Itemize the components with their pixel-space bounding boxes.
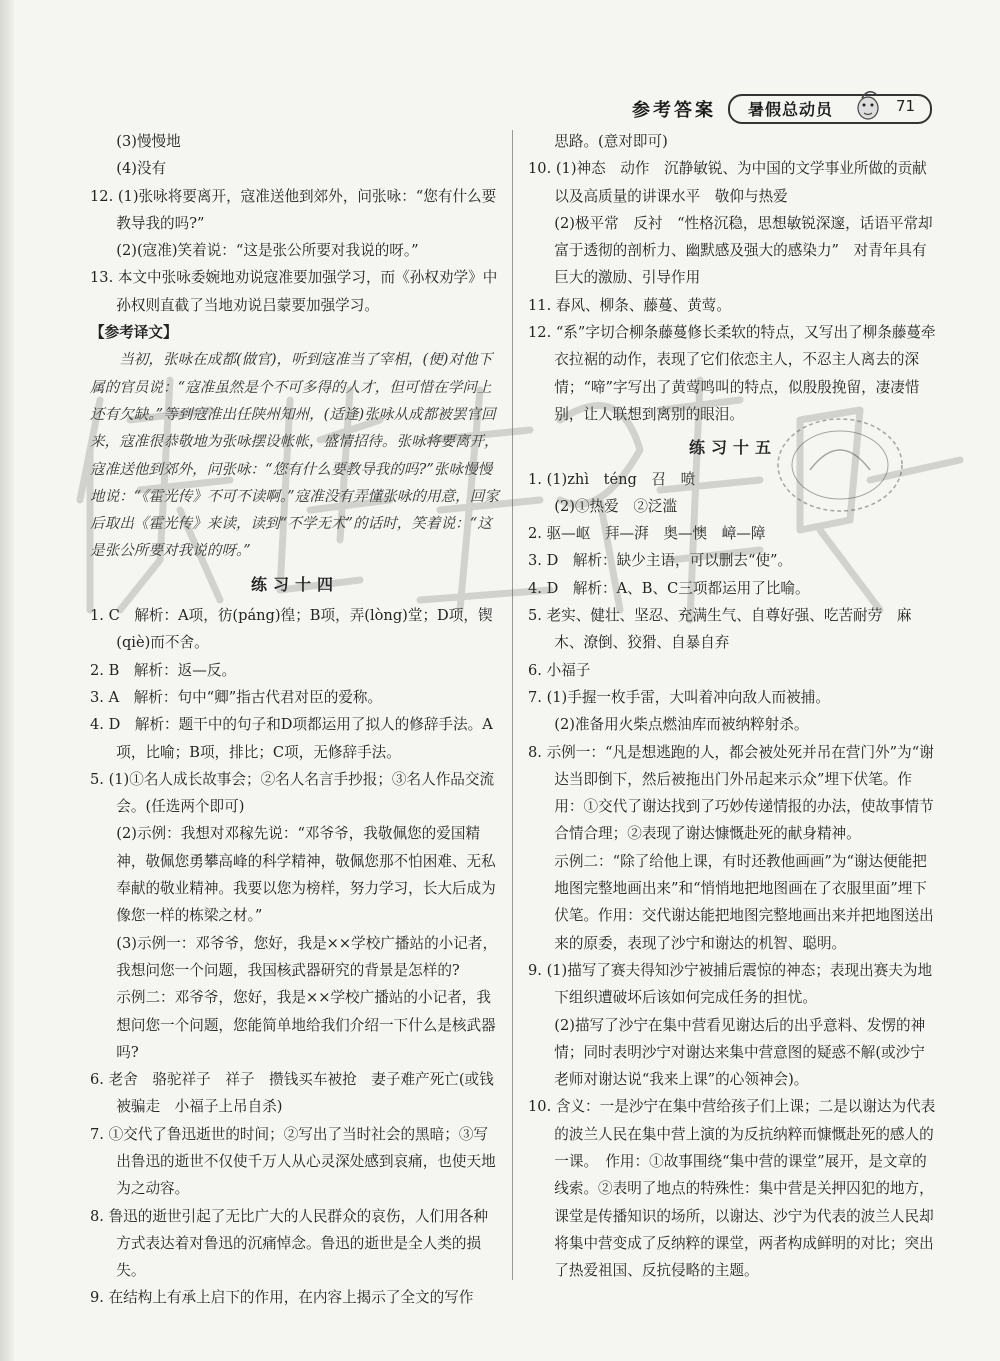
section-title: 练习十四 xyxy=(250,574,339,594)
answer-line: 8. 示例一：“凡是想逃跑的人，都会被处死并吊在营门外”为“谢达当即倒下，然后被拖出门外吊起来示众”埋下伏笔。作用：①交代了谢达找到了巧妙传递情报的办法，使故事情节合情合理；②表现了谢达慷慨赴死的献身精神。 xyxy=(528,743,934,843)
left-column xyxy=(90,128,500,1312)
answer-line: 1. C 解析：A项，彷(páng)徨；B项，弄(lòng)堂；D项，锲(qiè)而不舍。 xyxy=(90,607,493,652)
answer-line: 示例二：邓爷爷，您好，我是××学校广播站的小记者，我想问您一个问题，您能简单地给我们介绍一下什么是核武器吗? xyxy=(116,989,496,1061)
answer-line: 10. 含义：一是沙宁在集中营给孩子们上课；二是以谢达为代表的波兰人民在集中营上演的为反抗纳粹而慷慨赴死的感人的一课。 作用：①故事围绕“集中营的课堂”展开，是文章的线索。②表明了地点的特殊性：集中营是关押囚犯的地方，课堂是传播知识的场所，以谢达、沙宁为代表的波兰人民却将集中营变成了反纳粹的课堂，两者构成鲜明的对比；突出了热爱祖国、反抗侵略的主题。 xyxy=(528,1098,936,1280)
answer-line: 3. D 解析：缺少主语，可以删去“使”。 xyxy=(528,552,793,570)
answer-line: 9. 在结构上有承上启下的作用，在内容上揭示了全文的写作 xyxy=(90,1289,474,1307)
answer-line: (2)①热爱 ②泛滥 xyxy=(554,497,678,515)
answer-line: 12. (1)张咏将要离开，寇准送他到郊外，问张咏：“您有什么要教导我的吗?” xyxy=(90,187,497,232)
answer-line: (2)准备用火柴点燃油库而被纳粹射杀。 xyxy=(554,716,809,734)
section-title: 练习十五 xyxy=(688,438,777,458)
answer-line: 5. (1)①名人成长故事会；②名人名言手抄报；③名人作品交流会。(任选两个即可) xyxy=(90,770,495,816)
answer-line: 10. (1)神态 动作 沉静敏锐、为中国的文学事业所做的贡献以及高质量的讲课水平 敬仰与热爱 xyxy=(528,160,927,205)
header-title: 参考答案 xyxy=(632,100,716,121)
page-header xyxy=(620,92,935,126)
answer-line: (3)示例一：邓爷爷，您好，我是××学校广播站的小记者，我想问您一个问题，我国核武器研究的背景是怎样的? xyxy=(116,934,498,979)
answer-line: 3. A 解析：句中“卿”指古代君对臣的爱称。 xyxy=(90,688,383,706)
answer-line: 5. 老实、健壮、坚忍、充满生气、自尊好强、吃苦耐劳 麻木、潦倒、狡猾、自暴自弃 xyxy=(528,607,912,652)
answer-line: (2)(寇准)笑着说：“这是张公所要对我说的呀。” xyxy=(116,242,419,260)
answer-line: 思路。(意对即可) xyxy=(554,133,668,150)
stamp-icon xyxy=(770,410,910,520)
right-column xyxy=(528,128,938,1284)
answer-line: (2)示例：我想对邓稼先说：“邓爷爷，我敬佩您的爱国精神，敬佩您勇攀高峰的科学精神，敬佩您那不怕困难、无私奉献的敬业精神。我要以您为榜样，努力学习，长大后成为像您一样的栋梁之材。” xyxy=(116,825,496,925)
section-label: 【参考译文】 xyxy=(90,324,178,342)
answer-line: (3)慢慢地 xyxy=(116,133,181,150)
answer-line: 6. 老舍 骆驼祥子 祥子 攒钱买车被抢 妻子难产死亡(或钱被骗走 小福子上吊自杀) xyxy=(90,1071,494,1116)
mascot-icon xyxy=(852,86,884,122)
answer-line: (2)描写了沙宁在集中营看见谢达后的出乎意料、发愣的神情；同时表明沙宁对谢达来集中营意图的疑惑不解(或沙宁老师对谢达说“我来上课”的心领神会)。 xyxy=(554,1016,926,1089)
answer-line: 12. “系”字切合柳条藤蔓修长柔软的特点，又写出了柳条藤蔓牵衣拉裾的动作，表现了它们依恋主人，不忍主人离去的深情；“啼”字写出了黄莺鸣叫的特点，似殷殷挽留，凄凄惜别，让人联想到离别的眼泪。 xyxy=(528,324,936,423)
answer-line: 当初，张咏在成都(做官)，听到寇准当了宰相，(便)对他下属的官员说：“寇准虽然是个不可多得的人才，但可惜在学问上还有欠缺。”等到寇准出任陕州知州，(适逢)张咏从成都被罢官回来，寇准很恭敬地为张咏摆设帐帐，盛情招待。张咏将要离开，寇准送他到郊外，问张咏：“您有什么要教导我的吗?”张咏慢慢地说：“《霍光传》不可不读啊。”寇准没有弄懂张咏的用意，回家后取出《霍光传》来读，读到“不学无术”的话时，笑着说：“这是张公所要对我说的呀。” xyxy=(90,351,499,560)
answer-line: 2. B 解析：返—反。 xyxy=(90,661,237,679)
page-binding-edge xyxy=(0,0,14,1361)
page-number: 71 xyxy=(896,97,916,115)
answer-line: 13. 本文中张咏委婉地劝说寇准要加强学习，而《孙权劝学》中孙权则直截了当地劝说吕蒙要加强学习。 xyxy=(90,269,498,314)
answer-line: 8. 鲁迅的逝世引起了无比广大的人民群众的哀伤，人们用各种方式表达着对鲁迅的沉痛悼念。鲁迅的逝世是全人类的损失。 xyxy=(90,1207,489,1280)
answer-line: 4. D 解析：A、B、C三项都运用了比喻。 xyxy=(528,579,810,597)
column-divider xyxy=(512,130,513,1280)
answer-line: 9. (1)描写了赛夫得知沙宁被捕后震惊的神态；表现出赛夫为地下组织遭破坏后该如何完成任务的担忧。 xyxy=(528,961,933,1007)
answer-line: 11. 春风、柳条、藤蔓、黄莺。 xyxy=(528,296,731,314)
answer-line: 7. ①交代了鲁迅逝世的时间；②写出了当时社会的黑暗；③写出鲁迅的逝世不仅使千万人从心灵深处感到哀痛，也使天地为之动容。 xyxy=(90,1125,496,1198)
answer-line: 6. 小福子 xyxy=(528,661,591,679)
answer-line: 4. D 解析：题干中的句子和D项都运用了拟人的修辞手法。A项，比喻；B项，排比；C项，无修辞手法。 xyxy=(90,716,493,761)
answer-line: 1. (1)zhì téng 召 喷 xyxy=(528,470,696,488)
answer-line: 2. 驱—岖 拜—湃 奥—懊 嶂—障 xyxy=(528,525,766,543)
answer-line: 示例二：“除了给他上课，有时还教他画画”为“谢达便能把地图完整地画出来”和“悄悄地把地图画在了衣服里面”埋下伏笔。作用：交代谢达能把地图完整地画出来并把地图送出来的原委，表现了沙宁和谢达的机智、聪明。 xyxy=(554,852,934,952)
answer-line: (4)没有 xyxy=(116,160,167,178)
header-brand: 暑假总动员 xyxy=(748,100,834,119)
answer-line: (2)极平常 反衬 “性格沉稳，思想敏锐深邃，话语平常却富于透彻的剖析力、幽默感及强大的感染力” 对青年具有巨大的激励、引导作用 xyxy=(554,214,933,287)
answer-line: 7. (1)手握一枚手雷，大叫着冲向敌人而被捕。 xyxy=(528,688,830,706)
